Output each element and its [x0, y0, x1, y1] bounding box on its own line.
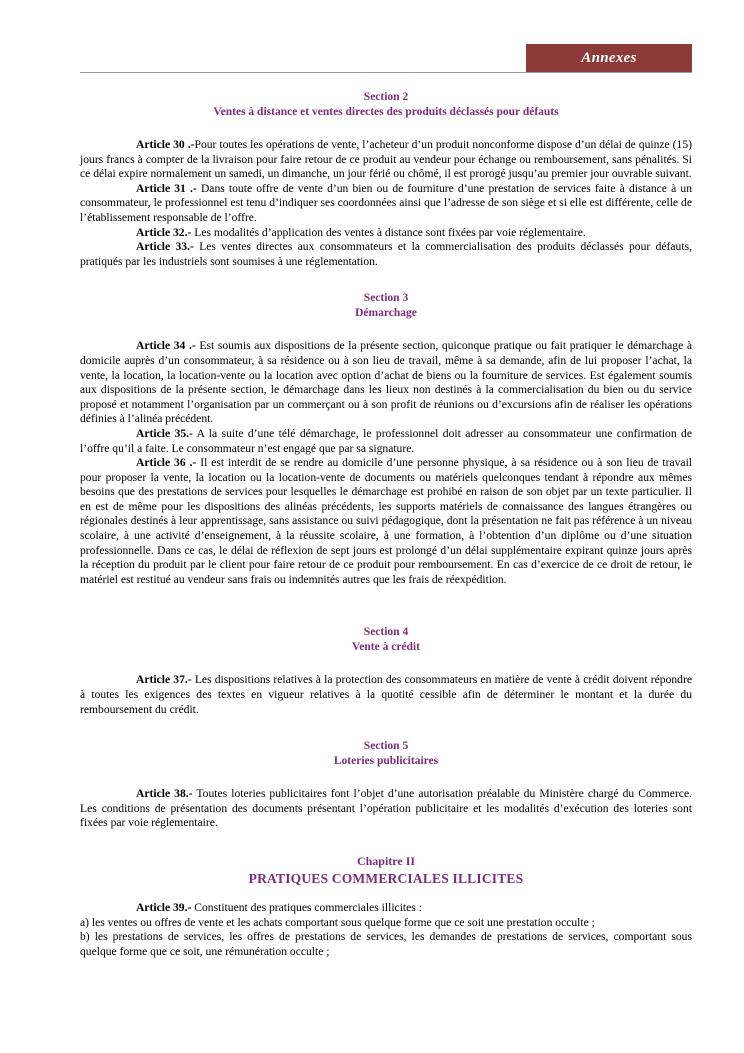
- chapter-2-title: Chapitre II: [356, 854, 416, 868]
- article-34-paragraph: [80, 339, 692, 427]
- section-5-title: Section 5: [363, 740, 409, 753]
- article-31-label: Article 31 .-: [136, 181, 197, 195]
- article-37-text: Les dispositions relatives à la protection des consommateurs en matière de vente à crédit doivent répondre à toutes les exigences des textes en vigueur relatives à la quotité cessible afin de déterminer le montant et la durée du remboursement du crédit.: [80, 673, 692, 716]
- annexes-banner-label: Annexes: [581, 49, 637, 66]
- article-30-text: Pour toutes les opérations de vente, l’acheteur d’un produit nonconforme dispose d’un délai de quinze (15) jours francs à compter de la livraison pour faire retour de ce produit au vendeur pour échange ou remboursement, sans pénalités. Si ce délai expire normalement un samedi, un dimanche, un jour férié ou chômé, il est prorogé jusqu’au premier jour ouvrable suivant.: [80, 138, 692, 181]
- article-30-label: Article 30 .-: [136, 138, 195, 151]
- article-35-paragraph: [80, 427, 692, 456]
- section-4-title: Section 4: [363, 626, 409, 639]
- header-divider: [80, 72, 692, 73]
- section-4-subtitle: Vente à crédit: [352, 641, 420, 654]
- article-39-text: Constituent des pratiques commerciales illicites :: [194, 901, 422, 914]
- article-38-text: Toutes loteries publicitaires font l’objet d’une autorisation préalable du Ministère chargé du Commerce. Les conditions de présentation des documents présentant l’opération publicitaire et les modalités d’exécution des loteries sont fixées par voie réglementaire.: [80, 787, 692, 830]
- article-36-label: Article 36 .-: [136, 456, 197, 470]
- section-2-subtitle: Ventes à distance et ventes directes des produits déclassés pour défauts: [213, 106, 559, 118]
- list-item: b) les prestations de services, les offres de prestations de services, les demandes de prestations de services, comportant sous quelque forme que ce soit, une rémunération occulte ;: [80, 930, 692, 958]
- section-3-title: Section 3: [363, 292, 409, 305]
- article-32-text: Les modalités d’application des ventes à distance sont fixées par voie réglementaire.: [194, 225, 586, 239]
- chapter-2-heading: [80, 853, 692, 887]
- section-3-subtitle: Démarchage: [355, 307, 417, 320]
- article-32-label: Article 32.-: [136, 225, 192, 239]
- article-35-label: Article 35.-: [136, 426, 193, 440]
- section-5-subtitle: Loteries publicitaires: [333, 755, 439, 768]
- annexes-banner: [526, 44, 692, 72]
- article-36-paragraph: [80, 456, 692, 587]
- document-body: [0, 72, 744, 959]
- article-38-label: Article 38.-: [136, 787, 193, 801]
- article-39-paragraph: [80, 901, 692, 916]
- article-31-paragraph: [80, 182, 692, 226]
- article-38-paragraph: [80, 787, 692, 831]
- article-33-text: Les ventes directes aux consommateurs et la commercialisation des produits déclassés pour défauts, pratiqués par les industriels sont soumises à une réglementation.: [80, 240, 692, 268]
- article-35-text: A la suite d’une télé démarchage, le professionnel doit adresser au consommateur une confirmation de l’offre qu’il a faite. Le consommateur n’est engagé que par sa signature.: [80, 426, 692, 455]
- article-37-paragraph: [80, 673, 692, 717]
- section-2-title: Section 2: [363, 91, 409, 103]
- article-34-label: Article 34 .-: [136, 339, 196, 353]
- article-30-paragraph: [80, 138, 692, 182]
- section-3-heading: [80, 291, 692, 321]
- article-37-label: Article 37.-: [136, 673, 192, 687]
- article-33-paragraph: [80, 240, 692, 269]
- article-32-paragraph: [80, 226, 692, 241]
- chapter-2-subtitle: PRATIQUES COMMERCIALES ILLICITES: [248, 871, 524, 886]
- article-34-text: Est soumis aux dispositions de la présente section, quiconque pratique ou fait pratiquer le démarchage à domicile auprès d’un consommateur, à sa résidence ou à son lieu de travail, même à sa demande, afin de lui proposer l’achat, la vente, la location, la location-vente ou la location avec option d’achat de biens ou la fourniture de services. Est également soumis aux dispositions de la présente section, le démarchage dans les lieux non destinés à la commercialisation du bien ou du service proposé et notamment l’organisation par un commerçant ou à son profit de réunions ou d’excursions afin de réaliser les opérations définies à l’alinéa précédent.: [80, 339, 692, 426]
- article-33-label: Article 33.-: [136, 240, 194, 254]
- section-5-heading: [80, 739, 692, 769]
- section-2-heading: [80, 90, 692, 120]
- list-item: a) les ventes ou offres de vente et les achats comportant sous quelque forme que ce soit une prestation occulte ;: [80, 915, 595, 929]
- section-4-heading: [80, 625, 692, 655]
- article-36-text: Il est interdit de se rendre au domicile d’une personne physique, à sa résidence ou à son lieu de travail pour proposer la vente, la location ou la location-vente de documents ou matériels quelconques tendant à répondre aux mêmes besoins que des prestations de services pour lesquelles le démarchage est prohibé en raison de son objet par un texte particulier. Il en est de même pour les dispositions des alinéas précédents, les supports matériels de connaissance des langues étrangères ou régionales destinés à leur apprentissage, sans assistance ou suivi pédagogique, dont la présentation ne fait pas référence à un niveau scolaire, à une activité d’enseignement, à la réussite scolaire, à une formation, à l’obtention d’un diplôme ou d’une situation professionnelle. Dans ce cas, le délai de réflexion de sept jours est prolongé d’un délai supplémentaire expirant quinze jours après la réception du produit par le client pour faire retour de ce produit pour remboursement. En cas d’exercice de ce droit de retour, le matériel est restitué au vendeur sans frais ou indemnités autres que les frais de réexpédition.: [80, 456, 693, 586]
- article-39-label: Article 39.-: [136, 901, 192, 914]
- page-header: [0, 0, 744, 72]
- article-31-text: Dans toute offre de vente d’un bien ou de fourniture d’une prestation de services faite à distance à un consommateur, le professionnel est tenu d’indiquer ses coordonnées ainsi que l’adresse de son siège et si elle est différente, celle de l’établissement responsable de l’offre.: [80, 181, 692, 224]
